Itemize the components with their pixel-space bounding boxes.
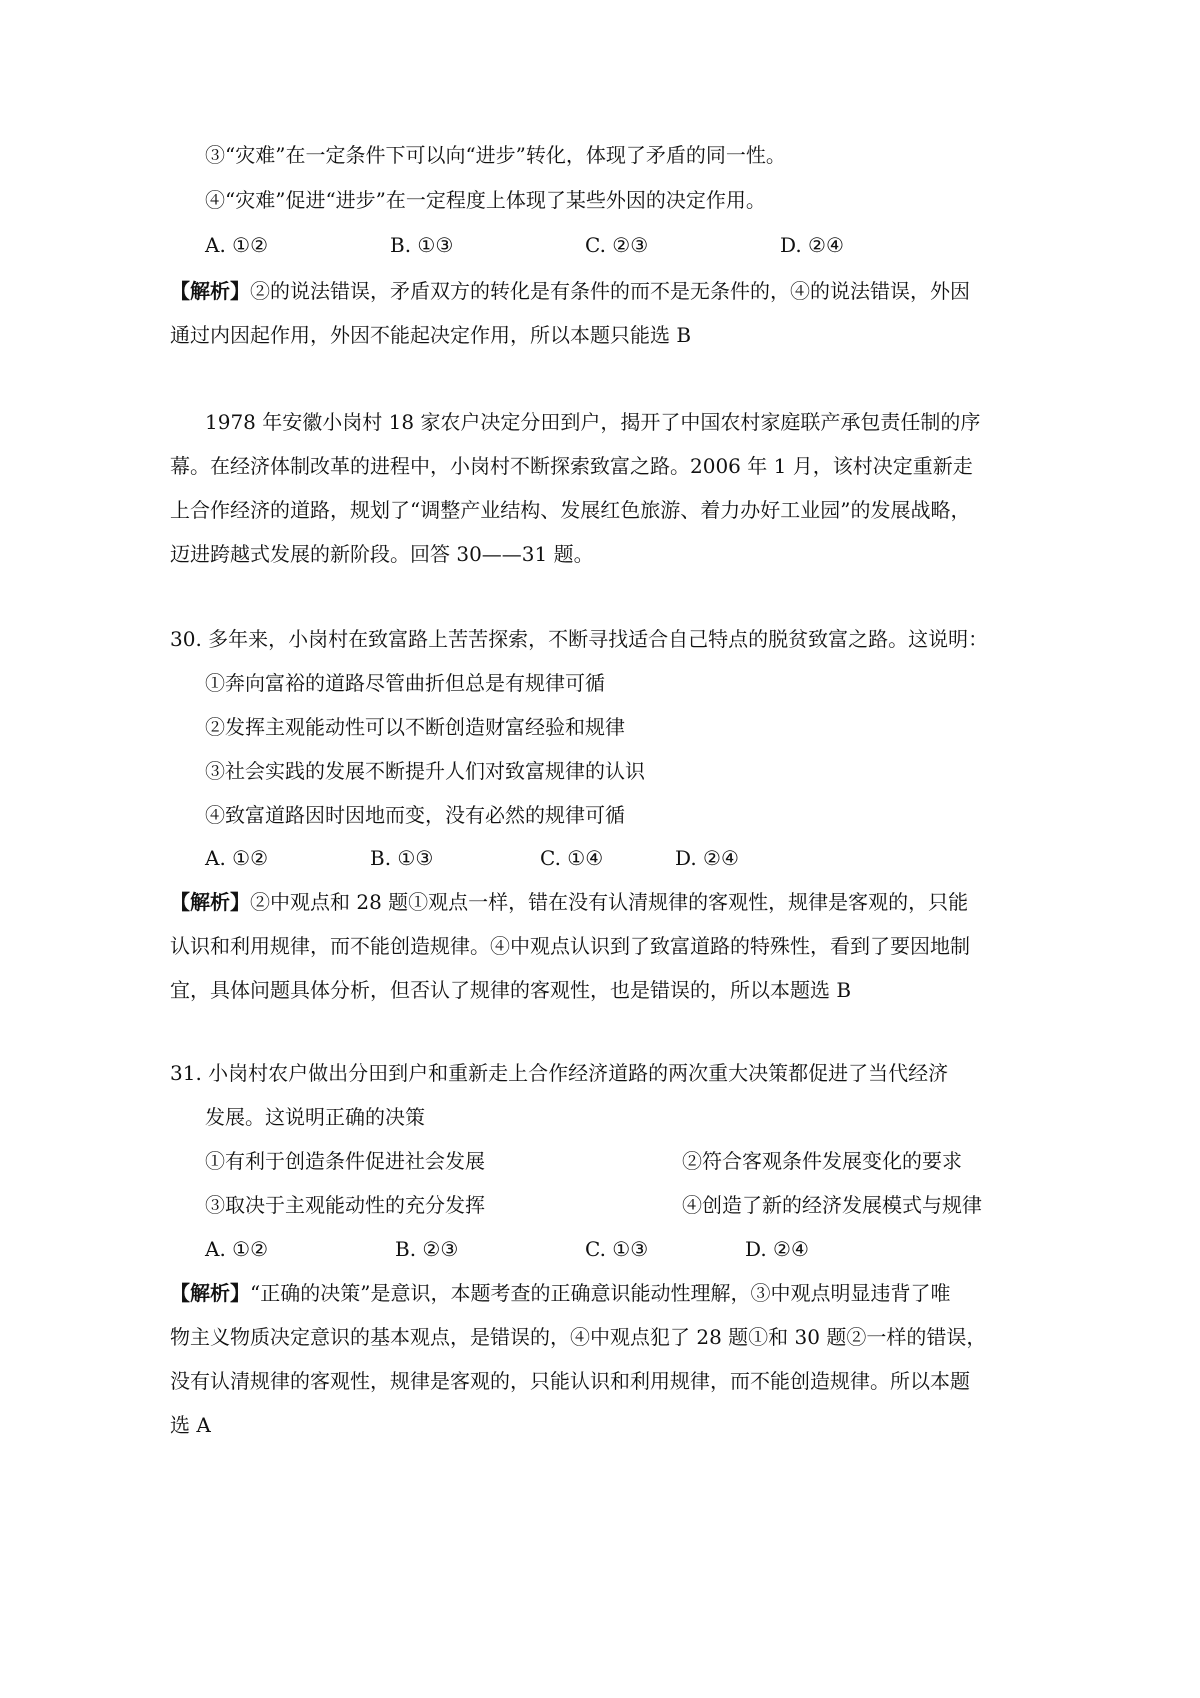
passage-line1: 1978 年安徽小岗村 18 家农户决定分田到户，揭开了中国农村家庭联产承包责任制的序 xyxy=(205,410,981,434)
analysis-text: ②的说法错误，矛盾双方的转化是有条件的而不是无条件的，④的说法错误，外因 xyxy=(250,279,970,303)
passage-line4: 迈进跨越式发展的新阶段。回答 30——31 题。 xyxy=(170,542,594,566)
analysis-text: ②中观点和 28 题①观点一样，错在没有认清规律的客观性，规律是客观的，只能 xyxy=(250,890,969,914)
q30-option-a: A. ①② xyxy=(205,846,269,870)
q30-option-c: C. ①④ xyxy=(540,846,604,870)
q30-option-d: D. ②④ xyxy=(675,846,739,870)
q30-analysis-line3: 宜，具体问题具体分析，但否认了规律的客观性，也是错误的，所以本题选 B xyxy=(170,978,852,1002)
q31-statement-3: ③取决于主观能动性的充分发挥 xyxy=(205,1193,485,1217)
q29-analysis-line2: 通过内因起作用，外因不能起决定作用，所以本题只能选 B xyxy=(170,323,692,347)
q30-stem: 30. 多年来，小岗村在致富路上苦苦探索，不断寻找适合自己特点的脱贫致富之路。这说明： xyxy=(170,627,989,651)
q31-stem-line1: 31. 小岗村农户做出分田到户和重新走上合作经济道路的两次重大决策都促进了当代经济 xyxy=(170,1061,949,1085)
q31-statement-4: ④创造了新的经济发展模式与规律 xyxy=(682,1193,982,1217)
q31-statement-2: ②符合客观条件发展变化的要求 xyxy=(682,1149,962,1173)
q29-option-a: A. ①② xyxy=(205,233,269,257)
q30-statement-3: ③社会实践的发展不断提升人们对致富规律的认识 xyxy=(205,759,645,783)
q29-statement-3: ③“灾难”在一定条件下可以向“进步”转化，体现了矛盾的同一性。 xyxy=(205,143,786,167)
q30-analysis-line1 xyxy=(170,887,968,917)
analysis-text: “正确的决策”是意识，本题考查的正确意识能动性理解，③中观点明显违背了唯 xyxy=(250,1281,951,1305)
q31-option-b: B. ②③ xyxy=(395,1237,459,1261)
passage-line3: 上合作经济的道路，规划了“调整产业结构、发展红色旅游、着力办好工业园”的发展战略， xyxy=(170,498,971,522)
q30-statement-4: ④致富道路因时因地而变，没有必然的规律可循 xyxy=(205,803,625,827)
passage-line2: 幕。在经济体制改革的进程中，小岗村不断探索致富之路。2006 年 1 月，该村决定重新走 xyxy=(170,454,973,478)
q29-option-b: B. ①③ xyxy=(390,233,454,257)
q29-analysis-line1 xyxy=(170,276,970,306)
q29-statement-4: ④“灾难”促进“进步”在一定程度上体现了某些外因的决定作用。 xyxy=(205,188,766,212)
analysis-label: 【解析】 xyxy=(170,890,250,914)
q29-option-c: C. ②③ xyxy=(585,233,649,257)
q31-option-a: A. ①② xyxy=(205,1237,269,1261)
q30-statement-1: ①奔向富裕的道路尽管曲折但总是有规律可循 xyxy=(205,671,605,695)
analysis-label: 【解析】 xyxy=(170,1281,250,1305)
q31-stem-line2: 发展。这说明正确的决策 xyxy=(205,1105,425,1129)
q31-option-c: C. ①③ xyxy=(585,1237,649,1261)
analysis-label: 【解析】 xyxy=(170,279,250,303)
q29-option-d: D. ②④ xyxy=(780,233,844,257)
q31-analysis-line3: 没有认清规律的客观性，规律是客观的，只能认识和利用规律，而不能创造规律。所以本题 xyxy=(170,1369,970,1393)
q30-analysis-line2: 认识和利用规律，而不能创造规律。④中观点认识到了致富道路的特殊性，看到了要因地制 xyxy=(170,934,970,958)
q30-option-b: B. ①③ xyxy=(370,846,434,870)
q31-analysis-line1 xyxy=(170,1278,950,1308)
q31-analysis-line2: 物主义物质决定意识的基本观点，是错误的，④中观点犯了 28 题①和 30 题②一样的错误， xyxy=(170,1325,987,1349)
q31-option-d: D. ②④ xyxy=(745,1237,809,1261)
q31-statement-1: ①有利于创造条件促进社会发展 xyxy=(205,1149,485,1173)
q31-analysis-line4: 选 A xyxy=(170,1413,211,1437)
q30-statement-2: ②发挥主观能动性可以不断创造财富经验和规律 xyxy=(205,715,625,739)
